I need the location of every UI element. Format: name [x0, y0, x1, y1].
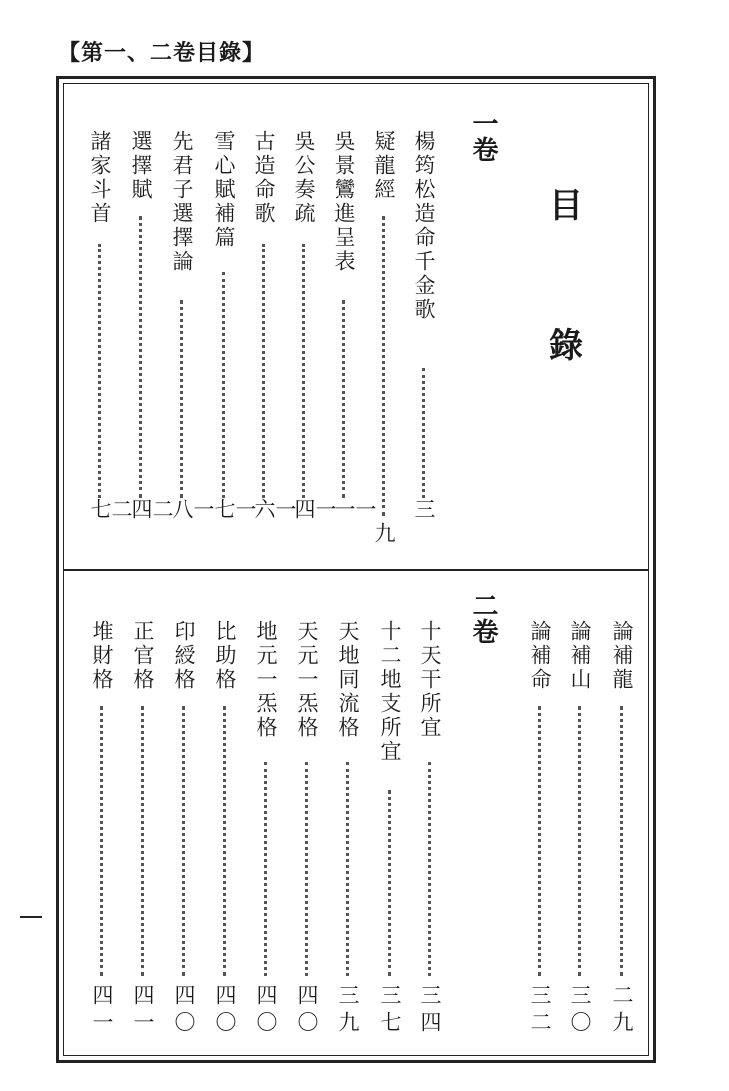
leader-dots — [428, 762, 431, 976]
toc-entry[interactable] — [210, 130, 257, 550]
entry-page: 四〇 — [254, 984, 278, 1038]
leader-dots — [382, 216, 385, 516]
entry-title: 論補命 — [528, 620, 552, 692]
leader-dots — [98, 244, 101, 498]
leader-dots — [180, 300, 183, 498]
entry-title: 雪心賦補篇 — [212, 130, 236, 250]
entry-page: 一六 — [252, 498, 297, 525]
toc-entry[interactable] — [330, 130, 377, 550]
entry-page: 四〇 — [295, 984, 319, 1038]
toc-entry[interactable] — [250, 130, 297, 550]
entry-page: 二七 — [88, 498, 133, 525]
toc-entry[interactable] — [170, 620, 198, 1040]
leader-dots — [422, 368, 425, 498]
leader-dots — [538, 706, 541, 976]
leader-dots — [100, 706, 103, 976]
entry-title: 先君子選擇論 — [170, 130, 194, 274]
entry-title: 論補山 — [568, 620, 592, 692]
entry-title: 十二地支所宜 — [378, 620, 402, 764]
entry-page: 一八 — [170, 498, 215, 525]
leader-dots — [264, 762, 267, 976]
entry-page: 三〇 — [568, 984, 592, 1038]
toc-entry[interactable] — [293, 620, 321, 1040]
volume-1-label: 一卷 — [468, 110, 498, 162]
entry-title: 天地同流格 — [336, 620, 360, 740]
volume-2-label: 二卷 — [468, 592, 498, 644]
entry-page: 三二 — [528, 984, 552, 1038]
entry-page: 四〇 — [172, 984, 196, 1038]
toc-entry[interactable] — [526, 620, 554, 1040]
leader-dots — [388, 790, 391, 976]
entry-page: 三九 — [336, 984, 360, 1038]
entry-title: 正官格 — [131, 620, 155, 692]
leader-dots — [302, 244, 305, 498]
toc-entry[interactable] — [127, 130, 174, 550]
leader-dots — [262, 244, 265, 498]
toc-entry[interactable] — [416, 620, 444, 1040]
entry-title: 吳景鸞進呈表 — [332, 130, 356, 274]
entry-title: 選擇賦 — [129, 130, 153, 202]
leader-dots — [223, 706, 226, 976]
toc-entry[interactable] — [86, 130, 133, 550]
entry-page: 四一 — [90, 984, 114, 1038]
entry-title: 印綬格 — [172, 620, 196, 692]
entry-title: 吳公奏疏 — [292, 130, 316, 226]
toc-entry[interactable] — [566, 620, 594, 1040]
entry-title: 諸家斗首 — [88, 130, 112, 226]
leader-dots — [141, 706, 144, 976]
entry-title: 古造命歌 — [252, 130, 276, 226]
entry-page: 九 — [372, 522, 396, 549]
entry-title: 論補龍 — [610, 620, 634, 692]
toc-entry[interactable] — [88, 620, 116, 1040]
toc-entry[interactable] — [334, 620, 362, 1040]
leader-dots — [222, 272, 225, 498]
entry-title: 楊筠松造命千金歌 — [412, 130, 436, 322]
title-char-mu: 目 — [549, 186, 583, 226]
leader-dots — [620, 706, 623, 976]
entry-page: 三四 — [418, 984, 442, 1038]
toc-entry[interactable] — [211, 620, 239, 1040]
entry-page: 一七 — [212, 498, 257, 525]
toc-entry[interactable] — [168, 130, 215, 550]
section-divider — [63, 569, 649, 571]
toc-entry[interactable] — [252, 620, 280, 1040]
title-char-lu: 錄 — [549, 326, 583, 366]
toc-entry[interactable] — [290, 130, 337, 550]
entry-title: 堆財格 — [90, 620, 114, 692]
page-header: 【第一、二卷目錄】 — [58, 41, 266, 66]
toc-entry[interactable] — [410, 130, 438, 550]
entry-title: 十天干所宜 — [418, 620, 442, 740]
entry-page: 三七 — [378, 984, 402, 1038]
toc-entry[interactable] — [376, 620, 404, 1040]
entry-title: 地元一炁格 — [254, 620, 278, 740]
page-number-mark — [20, 916, 42, 918]
leader-dots — [578, 706, 581, 976]
leader-dots — [346, 762, 349, 976]
entry-page: 一四 — [292, 498, 337, 525]
entry-page: 四一 — [131, 984, 155, 1038]
entry-page: 四〇 — [213, 984, 237, 1038]
entry-page: 一一 — [332, 498, 377, 525]
toc-entry[interactable] — [370, 130, 398, 550]
toc-entry[interactable] — [129, 620, 157, 1040]
entry-title: 比助格 — [213, 620, 237, 692]
leader-dots — [305, 762, 308, 976]
entry-page: 二四 — [129, 498, 174, 525]
leader-dots — [342, 300, 345, 498]
leader-dots — [139, 216, 142, 498]
entry-page: 二九 — [610, 984, 634, 1038]
entry-page: 三 — [412, 498, 436, 525]
leader-dots — [182, 706, 185, 976]
entry-title: 天元一炁格 — [295, 620, 319, 740]
entry-title: 疑龍經 — [372, 130, 396, 202]
toc-entry[interactable] — [608, 620, 636, 1040]
